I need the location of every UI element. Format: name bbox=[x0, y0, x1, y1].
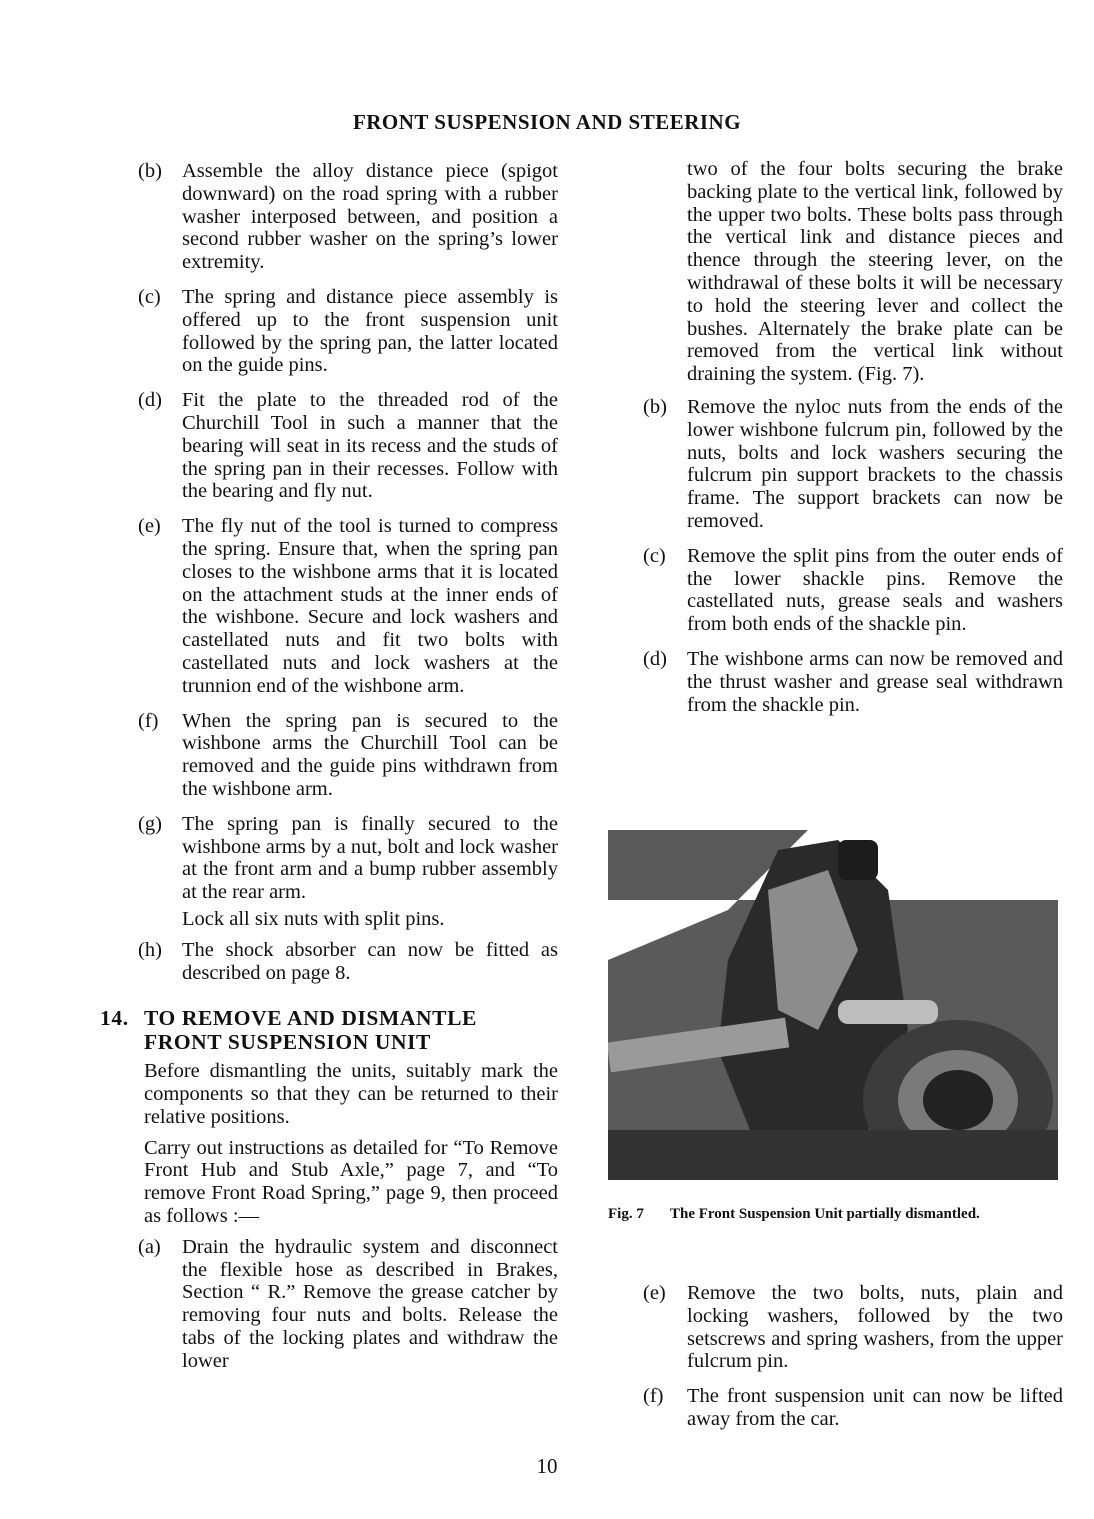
list-item bbox=[138, 939, 558, 985]
item-text: When the spring pan is secured to the wishbone arms the Churchill Tool can be removed and the guide pins withdrawn from the wishbone arm. bbox=[182, 709, 558, 800]
list-item bbox=[138, 160, 558, 274]
figure-caption-text: The Front Suspension Unit partially dismantled. bbox=[670, 1206, 980, 1222]
item-text: The spring and distance piece assembly is offered up to the front suspension unit followed by the spring pan, the latter located on the guide pins. bbox=[182, 285, 558, 377]
list-item bbox=[643, 545, 1063, 636]
paragraph: Carry out instructions as detailed for “To Remove Front Hub and Stub Axle,” page 7, and “To remove Front Road Spring,” page 9, then proceed as follows :— bbox=[144, 1136, 558, 1228]
item-label: (e) bbox=[138, 515, 161, 538]
item-label: (c) bbox=[138, 285, 161, 308]
right-column-bottom bbox=[643, 1282, 1063, 1443]
paragraph: Before dismantling the units, suitably mark the components so that they can be returned to their relative positions. bbox=[144, 1060, 558, 1128]
item-label: (f) bbox=[138, 709, 159, 732]
suspension-photo-illustration bbox=[608, 830, 1058, 1180]
figure-caption bbox=[608, 1204, 1060, 1224]
item-label: (d) bbox=[138, 389, 162, 412]
item-text: Remove the two bolts, nuts, plain and locking washers, followed by the two setscrews and spring washers, from the upper fulcrum pin. bbox=[687, 1282, 1063, 1373]
item-text: The front suspension unit can now be lifted away from the car. bbox=[687, 1385, 1063, 1430]
item-text: Remove the nyloc nuts from the ends of the lower wishbone fulcrum pin, followed by the nuts, bolts and lock washers securing the fulcrum pin support brackets to the chassis frame. The support brackets can now be removed. bbox=[687, 395, 1063, 532]
item-label: (g) bbox=[138, 812, 162, 835]
item-continuation: two of the four bolts securing the brake backing plate to the vertical link, followed by the upper two bolts. These bolts pass through the vertical link and distance pieces and thence through the steering lever, on the withdrawal of these bolts it will be necessary to hold the steering lever and collect the bushes. Alternately the brake plate can be removed from the vertical link without draining the system. (Fig. 7). bbox=[687, 158, 1063, 386]
item-label: (b) bbox=[138, 160, 162, 182]
list-item bbox=[138, 389, 558, 503]
item-text: Drain the hydraulic system and disconnect the flexible hose as described in Brakes, Section “ R.” Remove the grease catcher by removing four nuts and bolts. Release the tabs of the locking plates and withdraw the lower bbox=[182, 1235, 558, 1372]
item-text: The shock absorber can now be fitted as described on page 8. bbox=[182, 938, 558, 984]
list-item bbox=[138, 710, 558, 801]
list-item bbox=[643, 648, 1063, 716]
page-heading: FRONT SUSPENSION AND STEERING bbox=[352, 110, 742, 134]
section-number: 14. bbox=[100, 1006, 129, 1031]
item-text: The spring pan is finally secured to the wishbone arms by a nut, bolt and lock washer at the front arm and a bump rubber assembly at the rear arm. bbox=[182, 812, 558, 904]
item-label: (d) bbox=[643, 647, 667, 670]
page-number: 10 bbox=[536, 1454, 558, 1478]
item-text: Remove the split pins from the outer ends of the lower shackle pins. Remove the castellated nuts, grease seals and washers from both ends of the shackle pin. bbox=[687, 544, 1063, 636]
item-label: (c) bbox=[643, 544, 666, 567]
list-item bbox=[138, 813, 558, 904]
item-label: (h) bbox=[138, 938, 162, 961]
list-item bbox=[138, 286, 558, 377]
list-item bbox=[643, 1282, 1063, 1373]
item-label: (b) bbox=[643, 395, 667, 418]
item-continuation: Lock all six nuts with split pins. bbox=[182, 907, 445, 930]
list-item bbox=[138, 1236, 558, 1373]
section-heading bbox=[100, 1006, 558, 1055]
list-item bbox=[138, 515, 558, 697]
item-label: (e) bbox=[643, 1282, 666, 1304]
left-column bbox=[100, 160, 558, 1385]
figure-photo bbox=[608, 830, 1058, 1180]
section-title-line: FRONT SUSPENSION UNIT bbox=[144, 1030, 431, 1055]
item-label: (a) bbox=[138, 1235, 161, 1258]
item-text: The wishbone arms can now be removed and the thrust washer and grease seal withdrawn from the shackle pin. bbox=[687, 647, 1063, 716]
figure-number: Fig. 7 bbox=[608, 1206, 644, 1222]
list-item bbox=[643, 396, 1063, 533]
list-item bbox=[643, 1385, 1063, 1431]
item-text: Assemble the alloy distance piece (spigot downward) on the road spring with a rubber washer interposed between, and position a second rubber washer on the spring’s lower extremity. bbox=[182, 160, 558, 274]
item-label: (f) bbox=[643, 1385, 664, 1408]
item-text: The fly nut of the tool is turned to compress the spring. Ensure that, when the spring pan closes to the wishbone arms that it is located on the attachment studs at the inner ends of the wishbone. Secure and lock washers and castellated nuts and fit two bolts with castellated nuts and lock washers at the trunnion end of the wishbone arm. bbox=[182, 515, 558, 697]
right-column bbox=[643, 158, 1063, 728]
section-title-line: TO REMOVE AND DISMANTLE bbox=[144, 1006, 477, 1031]
item-text: Fit the plate to the threaded rod of the Churchill Tool in such a manner that the bearing will seat in its recess and the studs of the spring pan in their recesses. Follow with the bearing and fly nut. bbox=[182, 389, 558, 503]
